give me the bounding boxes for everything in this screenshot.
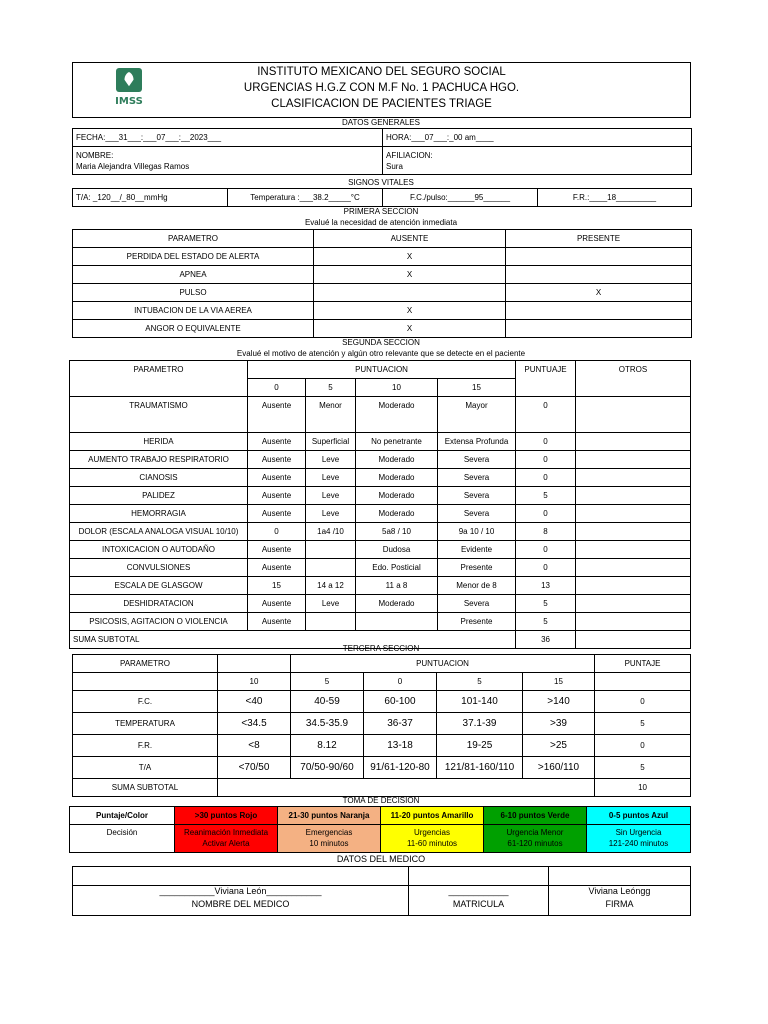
- tercera-subtotal-value: 10: [595, 779, 691, 797]
- puntaje-cell: 5: [595, 757, 691, 779]
- score0-cell: Ausente: [248, 433, 306, 451]
- medico-firma-cell: [549, 867, 691, 916]
- table-row: [73, 735, 691, 757]
- score5-cell: [306, 559, 356, 577]
- score10-cell: Moderado: [356, 397, 438, 433]
- segunda-table: [69, 360, 691, 649]
- institute-title: INSTITUTO MEXICANO DEL SEGURO SOCIAL: [257, 66, 506, 78]
- param-cell: TRAUMATISMO: [70, 397, 248, 433]
- segunda-title: SEGUNDA SECCION: [342, 338, 420, 347]
- score0-cell: Ausente: [248, 541, 306, 559]
- otros-cell: [576, 433, 691, 451]
- tercera-header-puntuacion: PUNTUACION: [291, 655, 595, 673]
- range-cell: >25: [523, 735, 595, 757]
- score5-cell: 1a4 /10: [306, 523, 356, 541]
- temperatura-field: Temperatura :___38.2_____°C: [228, 189, 383, 207]
- score10-cell: 11 a 8: [356, 577, 438, 595]
- segunda-subtotal-value: 36: [516, 631, 576, 649]
- otros-cell: [576, 541, 691, 559]
- score0-cell: 0: [248, 523, 306, 541]
- decision-score-cell: 11-20 puntos Amarillo: [381, 807, 484, 825]
- table-row: [70, 469, 691, 487]
- medico-table: [72, 866, 691, 916]
- score5-cell: Leve: [306, 595, 356, 613]
- segunda-subtitle: Evalué el motivo de atención y algún otro relevante que se detecte en el paciente: [236, 349, 526, 358]
- score-header: 15: [523, 673, 595, 691]
- param-cell: APNEA: [73, 266, 314, 284]
- param-cell: ESCALA DE GLASGOW: [70, 577, 248, 595]
- table-row: [73, 713, 691, 735]
- puntaje-cell: 0: [595, 735, 691, 757]
- datos-generales-title: DATOS GENERALES: [342, 118, 420, 127]
- nombre-field: [73, 147, 383, 175]
- fc-field: F.C./pulso:______95______: [383, 189, 538, 207]
- range-cell: 70/50-90/60: [291, 757, 364, 779]
- score10-cell: No penetrante: [356, 433, 438, 451]
- afiliacion-field: [383, 147, 692, 175]
- score15-cell: Menor de 8: [438, 577, 516, 595]
- segunda-subtotal-label: SUMA SUBTOTAL: [70, 631, 516, 649]
- puntaje-cell: 5: [516, 595, 576, 613]
- primera-title: PRIMERA SECCION: [343, 207, 419, 216]
- decision-line1: Sin Urgencia: [615, 828, 662, 837]
- table-row: [73, 284, 692, 302]
- score10-cell: Moderado: [356, 505, 438, 523]
- range-cell: <40: [218, 691, 291, 713]
- score15-cell: Severa: [438, 487, 516, 505]
- decision-cell: [278, 825, 381, 853]
- score10-cell: [356, 613, 438, 631]
- primera-header-parametro: PARAMETRO: [73, 230, 314, 248]
- decision-line1: Urgencias: [413, 828, 450, 837]
- score-header: 5: [291, 673, 364, 691]
- param-cell: DOLOR (ESCALA ANALOGA VISUAL 10/10): [70, 523, 248, 541]
- score15-cell: Presente: [438, 613, 516, 631]
- score10-cell: Moderado: [356, 451, 438, 469]
- signos-vitales-title: SIGNOS VITALES: [348, 178, 414, 187]
- signos-vitales-table: [72, 188, 692, 207]
- tercera-table: [72, 654, 691, 797]
- otros-cell: [576, 595, 691, 613]
- primera-subtitle: Evalué la necesidad de atención inmediata: [304, 218, 458, 227]
- score0-cell: Ausente: [248, 595, 306, 613]
- score15-cell: Severa: [438, 505, 516, 523]
- presente-cell: [506, 248, 692, 266]
- score5-cell: [306, 613, 356, 631]
- decision-score-cell: 21-30 puntos Naranja: [278, 807, 381, 825]
- decision-cell: [587, 825, 691, 853]
- param-cell: ANGOR O EQUIVALENTE: [73, 320, 314, 338]
- medico-matricula-value: ____________: [448, 886, 509, 896]
- score5-cell: Leve: [306, 469, 356, 487]
- score5-cell: Leve: [306, 451, 356, 469]
- puntaje-cell: 0: [516, 469, 576, 487]
- score15-cell: Severa: [438, 451, 516, 469]
- param-cell: F.C.: [73, 691, 218, 713]
- range-cell: 37.1-39: [437, 713, 523, 735]
- decision-score-cell: 0-5 puntos Azul: [587, 807, 691, 825]
- score-header: 5: [306, 379, 356, 397]
- puntaje-cell: 5: [516, 487, 576, 505]
- hora-field: HORA:___07___:_00 am____: [383, 129, 692, 147]
- range-cell: 121/81-160/110: [437, 757, 523, 779]
- param-cell: AUMENTO TRABAJO RESPIRATORIO: [70, 451, 248, 469]
- puntaje-cell: 0: [516, 505, 576, 523]
- score0-cell: 15: [248, 577, 306, 595]
- decision-cell: [484, 825, 587, 853]
- decision-cell: [381, 825, 484, 853]
- score5-cell: [306, 541, 356, 559]
- tercera-score-blank: [73, 673, 218, 691]
- decision-cell: [175, 825, 278, 853]
- table-row: [70, 505, 691, 523]
- decision-score-label: Puntaje/Color: [70, 807, 175, 825]
- puntaje-cell: 0: [516, 451, 576, 469]
- puntaje-cell: 0: [516, 559, 576, 577]
- score-header: 5: [437, 673, 523, 691]
- tercera-header-puntaje: PUNTAJE: [595, 655, 691, 673]
- fecha-field: FECHA:___31___:___07___:__2023___: [73, 129, 383, 147]
- nombre-value: Maria Alejandra Villegas Ramos: [76, 162, 190, 171]
- decision-line2: 11-60 minutos: [406, 839, 458, 848]
- tercera-header-parametro: PARAMETRO: [73, 655, 218, 673]
- decision-line2: 121-240 minutos: [608, 839, 669, 848]
- param-cell: CONVULSIONES: [70, 559, 248, 577]
- otros-cell: [576, 613, 691, 631]
- ausente-cell: [314, 284, 506, 302]
- range-cell: >160/110: [523, 757, 595, 779]
- tercera-subtotal-blank: [218, 779, 595, 797]
- score15-cell: Evidente: [438, 541, 516, 559]
- decision-score-cell: >30 puntos Rojo: [175, 807, 278, 825]
- score10-cell: Edo. Posticial: [356, 559, 438, 577]
- puntaje-cell: 0: [516, 397, 576, 433]
- param-cell: T/A: [73, 757, 218, 779]
- medico-firma-value: Viviana Leóngg: [588, 886, 651, 896]
- puntaje-cell: 0: [516, 433, 576, 451]
- primera-header-ausente: AUSENTE: [314, 230, 506, 248]
- table-row: [70, 613, 691, 631]
- param-cell: PULSO: [73, 284, 314, 302]
- form-title: CLASIFICACION DE PACIENTES TRIAGE: [271, 98, 492, 110]
- otros-cell: [576, 577, 691, 595]
- decision-title: TOMA DE DECISION: [342, 796, 420, 805]
- medico-title: DATOS DEL MEDICO: [336, 854, 426, 864]
- nombre-label: NOMBRE:: [76, 151, 114, 160]
- table-row: [73, 248, 692, 266]
- medico-nombre-label: NOMBRE DEL MEDICO: [191, 899, 290, 909]
- datos-generales-table: [72, 128, 692, 175]
- primera-header-presente: PRESENTE: [506, 230, 692, 248]
- range-cell: 101-140: [437, 691, 523, 713]
- logo-text: IMSS: [115, 96, 143, 107]
- puntaje-cell: 8: [516, 523, 576, 541]
- range-cell: 8.12: [291, 735, 364, 757]
- range-cell: 19-25: [437, 735, 523, 757]
- score0-cell: Ausente: [248, 397, 306, 433]
- range-cell: 36-37: [364, 713, 437, 735]
- puntaje-cell: 0: [516, 541, 576, 559]
- param-cell: INTUBACION DE LA VIA AEREA: [73, 302, 314, 320]
- otros-cell: [576, 469, 691, 487]
- presente-cell: [506, 266, 692, 284]
- medico-nombre-value: ___________Viviana León___________: [159, 886, 322, 896]
- ta-field: T/A: _120__/_80__mmHg: [73, 189, 228, 207]
- score15-cell: Presente: [438, 559, 516, 577]
- score15-cell: Severa: [438, 469, 516, 487]
- table-row: [70, 523, 691, 541]
- score5-cell: Leve: [306, 487, 356, 505]
- decision-line2: 61-120 minutos: [507, 839, 563, 848]
- decision-line2: 10 minutos: [309, 839, 349, 848]
- table-row: [73, 757, 691, 779]
- score0-cell: Ausente: [248, 487, 306, 505]
- param-cell: PERDIDA DEL ESTADO DE ALERTA: [73, 248, 314, 266]
- table-row: [70, 433, 691, 451]
- presente-cell: [506, 320, 692, 338]
- param-cell: INTOXICACION O AUTODAÑO: [70, 541, 248, 559]
- decision-line1: Urgencia Menor: [506, 828, 564, 837]
- otros-cell: [576, 505, 691, 523]
- range-cell: 91/61-120-80: [364, 757, 437, 779]
- table-row: [70, 487, 691, 505]
- range-cell: <34.5: [218, 713, 291, 735]
- score15-cell: Mayor: [438, 397, 516, 433]
- primera-table: [72, 229, 692, 338]
- score0-cell: Ausente: [248, 613, 306, 631]
- tercera-subtotal-label: SUMA SUBTOTAL: [73, 779, 218, 797]
- range-cell: <70/50: [218, 757, 291, 779]
- table-row: [73, 266, 692, 284]
- param-cell: F.R.: [73, 735, 218, 757]
- decision-line1: Reanimación Inmediata: [183, 828, 269, 837]
- puntaje-cell: 5: [516, 613, 576, 631]
- medico-matricula-cell: [409, 867, 549, 916]
- score0-cell: Ausente: [248, 559, 306, 577]
- ausente-cell: X: [314, 302, 506, 320]
- puntaje-cell: 0: [595, 691, 691, 713]
- presente-cell: X: [506, 284, 692, 302]
- score15-cell: Extensa Profunda: [438, 433, 516, 451]
- ausente-cell: X: [314, 320, 506, 338]
- range-cell: 34.5-35.9: [291, 713, 364, 735]
- table-row: [73, 691, 691, 713]
- param-cell: HERIDA: [70, 433, 248, 451]
- medico-matricula-label: MATRICULA: [452, 899, 505, 909]
- score10-cell: Moderado: [356, 469, 438, 487]
- param-cell: CIANOSIS: [70, 469, 248, 487]
- ausente-cell: X: [314, 266, 506, 284]
- table-row: [70, 541, 691, 559]
- param-cell: PSICOSIS, AGITACION O VIOLENCIA: [70, 613, 248, 631]
- table-row: [73, 302, 692, 320]
- presente-cell: [506, 302, 692, 320]
- medico-top-rule: [72, 885, 690, 886]
- segunda-header-otros: OTROS: [576, 361, 691, 397]
- table-row: [70, 397, 691, 433]
- range-cell: >140: [523, 691, 595, 713]
- param-cell: DESHIDRATACION: [70, 595, 248, 613]
- score5-cell: Superficial: [306, 433, 356, 451]
- range-cell: 40-59: [291, 691, 364, 713]
- score-header: 10: [356, 379, 438, 397]
- range-cell: 60-100: [364, 691, 437, 713]
- table-row: [73, 320, 692, 338]
- range-cell: 13-18: [364, 735, 437, 757]
- score-header: 10: [218, 673, 291, 691]
- score5-cell: Leve: [306, 505, 356, 523]
- score10-cell: Dudosa: [356, 541, 438, 559]
- score0-cell: Ausente: [248, 505, 306, 523]
- score0-cell: Ausente: [248, 451, 306, 469]
- range-cell: <8: [218, 735, 291, 757]
- otros-cell: [576, 487, 691, 505]
- medico-nombre-cell: [73, 867, 409, 916]
- tercera-score-blank: [595, 673, 691, 691]
- table-row: [70, 595, 691, 613]
- decision-table: [69, 806, 691, 853]
- table-row: [70, 559, 691, 577]
- score10-cell: 5a8 / 10: [356, 523, 438, 541]
- param-cell: TEMPERATURA: [73, 713, 218, 735]
- otros-cell: [576, 451, 691, 469]
- otros-cell: [576, 523, 691, 541]
- fr-field: F.R.:____18_________: [538, 189, 692, 207]
- afiliacion-value: Sura: [386, 162, 403, 171]
- decision-score-cell: 6-10 puntos Verde: [484, 807, 587, 825]
- ausente-cell: X: [314, 248, 506, 266]
- otros-cell: [576, 559, 691, 577]
- unit-title: URGENCIAS H.G.Z CON M.F No. 1 PACHUCA HGO.: [243, 82, 520, 94]
- tercera-title: TERCERA SECCION: [342, 644, 420, 653]
- puntaje-cell: 5: [595, 713, 691, 735]
- score10-cell: Moderado: [356, 487, 438, 505]
- otros-cell: [576, 397, 691, 433]
- medico-firma-label: FIRMA: [605, 899, 634, 909]
- score-header: 15: [438, 379, 516, 397]
- score5-cell: 14 a 12: [306, 577, 356, 595]
- decision-line2: Activar Alerta: [202, 839, 250, 848]
- score-header: 0: [248, 379, 306, 397]
- param-cell: PALIDEZ: [70, 487, 248, 505]
- puntaje-cell: 13: [516, 577, 576, 595]
- afiliacion-label: AFILIACION:: [386, 151, 433, 160]
- param-cell: HEMORRAGIA: [70, 505, 248, 523]
- range-cell: >39: [523, 713, 595, 735]
- score0-cell: Ausente: [248, 469, 306, 487]
- decision-label: Decisión: [70, 825, 175, 853]
- tercera-header-blank: [218, 655, 291, 673]
- score-header: 0: [364, 673, 437, 691]
- score5-cell: Menor: [306, 397, 356, 433]
- score15-cell: 9a 10 / 10: [438, 523, 516, 541]
- segunda-header-puntaje: PUNTUAJE: [516, 361, 576, 397]
- segunda-header-parametro: PARAMETRO: [70, 361, 248, 397]
- score10-cell: Moderado: [356, 595, 438, 613]
- score15-cell: Severa: [438, 595, 516, 613]
- segunda-header-puntuacion: PUNTUACION: [248, 361, 516, 379]
- decision-line1: Emergencias: [305, 828, 353, 837]
- table-row: [70, 451, 691, 469]
- table-row: [70, 577, 691, 595]
